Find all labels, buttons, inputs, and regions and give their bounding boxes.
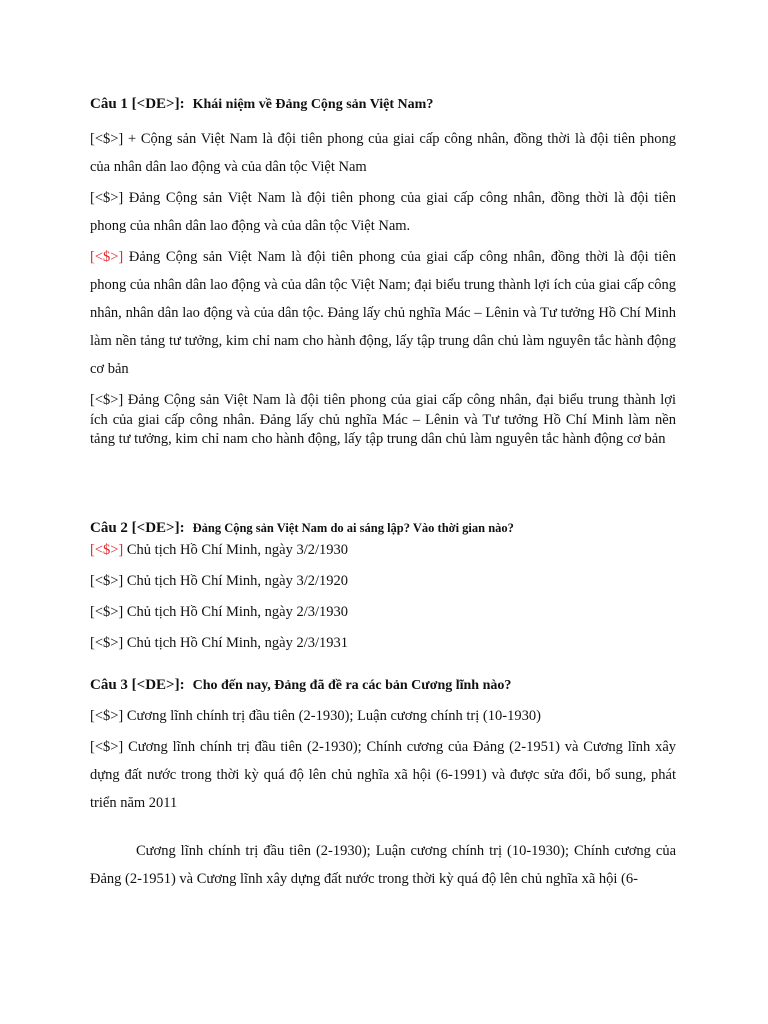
answer-option	[90, 600, 676, 624]
answer-marker: [<$>]	[90, 634, 124, 651]
answer-text: Chủ tịch Hồ Chí Minh, ngày 3/2/1920	[126, 572, 349, 589]
answer-text: + Cộng sản Việt Nam là đội tiên phong của giai cấp công nhân, đồng thời là đội tiên phong của nhân dân lao động và của dân tộc Việt Nam	[90, 131, 677, 175]
answer-text: Cương lĩnh chính trị đầu tiên (2-1930); Luận cương chính trị (10-1930)	[126, 707, 541, 724]
answer-marker: [<$>]	[90, 738, 124, 755]
question-1-heading	[90, 94, 676, 115]
answer-text: Chủ tịch Hồ Chí Minh, ngày 2/3/1930	[126, 603, 349, 620]
question-3-number: Câu 3 [<DE>]:	[90, 676, 185, 693]
question-2-heading	[90, 518, 676, 538]
answer-marker-correct: [<$>]	[90, 249, 124, 265]
answer-marker: [<$>]	[90, 603, 124, 620]
answer-text: Cương lĩnh chính trị đầu tiên (2-1930); Chính cương của Đảng (2-1951) và Cương lĩnh xây dựng đất nước trong thời kỳ quá độ lên chủ nghĩa xã hội (6-1991) và được sửa đổi, bổ sung, phát triển năm 2011	[90, 738, 677, 811]
answer-option-correct	[90, 538, 676, 562]
answer-marker: [<$>]	[90, 392, 124, 408]
answer-option	[90, 631, 676, 655]
answer-option	[90, 733, 676, 817]
document-body	[90, 94, 676, 894]
question-3-text: Cho đến nay, Đảng đã đề ra các bản Cương lĩnh nào?	[192, 677, 512, 693]
answer-option	[90, 125, 676, 181]
question-2	[90, 518, 676, 655]
continuation-paragraph: Cương lĩnh chính trị đầu tiên (2-1930); Luận cương chính trị (10-1930); Chính cương của Đảng (2-1951) và Cương lĩnh xây dựng đất nước trong thời kỳ quá độ lên chủ nghĩa xã hội (6-	[90, 842, 676, 887]
answer-option	[90, 702, 676, 730]
answer-marker: [<$>]	[90, 572, 124, 589]
answer-option-correct	[90, 243, 676, 383]
answer-text: Đảng Cộng sản Việt Nam là đội tiên phong của giai cấp công nhân, đồng thời là đội tiên phong của nhân dân lao động và của dân tộc Việt Nam; đại biểu trung thành lợi ích của giai cấp công nhân, nhân dân lao động và của dân tộc. Đảng lấy chủ nghĩa Mác – Lênin và Tư tưởng Hồ Chí Minh làm nền tảng tư tưởng, kim chỉ nam cho hành động, lấy tập trung dân chủ làm nguyên tắc hành động cơ bản	[90, 249, 676, 377]
answer-option	[90, 569, 676, 593]
question-1	[90, 94, 676, 450]
answer-option	[90, 184, 676, 240]
answer-marker: [<$>]	[90, 190, 124, 206]
question-1-number: Câu 1 [<DE>]:	[90, 96, 185, 112]
answer-marker: [<$>]	[90, 707, 124, 724]
answer-text: Chủ tịch Hồ Chí Minh, ngày 2/3/1931	[126, 634, 349, 651]
question-2-text: Đảng Cộng sản Việt Nam do ai sáng lập? Vào thời gian nào?	[192, 520, 514, 535]
answer-text: Đảng Cộng sản Việt Nam là đội tiên phong của giai cấp công nhân, đồng thời là đội tiên phong của nhân dân lao động và của dân tộc Việt Nam.	[90, 190, 676, 234]
answer-text: Chủ tịch Hồ Chí Minh, ngày 3/2/1930	[126, 541, 349, 558]
question-3	[90, 675, 676, 894]
answer-text: Đảng Cộng sản Việt Nam là đội tiên phong của giai cấp công nhân, đại biểu trung thành lợi ích của giai cấp công nhân. Đảng lấy chủ nghĩa Mác – Lênin và Tư tưởng Hồ Chí Minh làm nền tảng tư tưởng, kim chỉ nam cho hành động, lấy tập trung dân chủ làm nguyên tắc hành động cơ bản	[90, 392, 676, 447]
question-3-heading	[90, 675, 676, 696]
question-2-number: Câu 2 [<DE>]:	[90, 519, 185, 536]
answer-marker: [<$>]	[90, 131, 124, 147]
question-1-text: Khái niệm về Đảng Cộng sản Việt Nam?	[192, 97, 434, 112]
answer-option	[90, 391, 676, 450]
answer-marker-correct: [<$>]	[90, 541, 124, 558]
